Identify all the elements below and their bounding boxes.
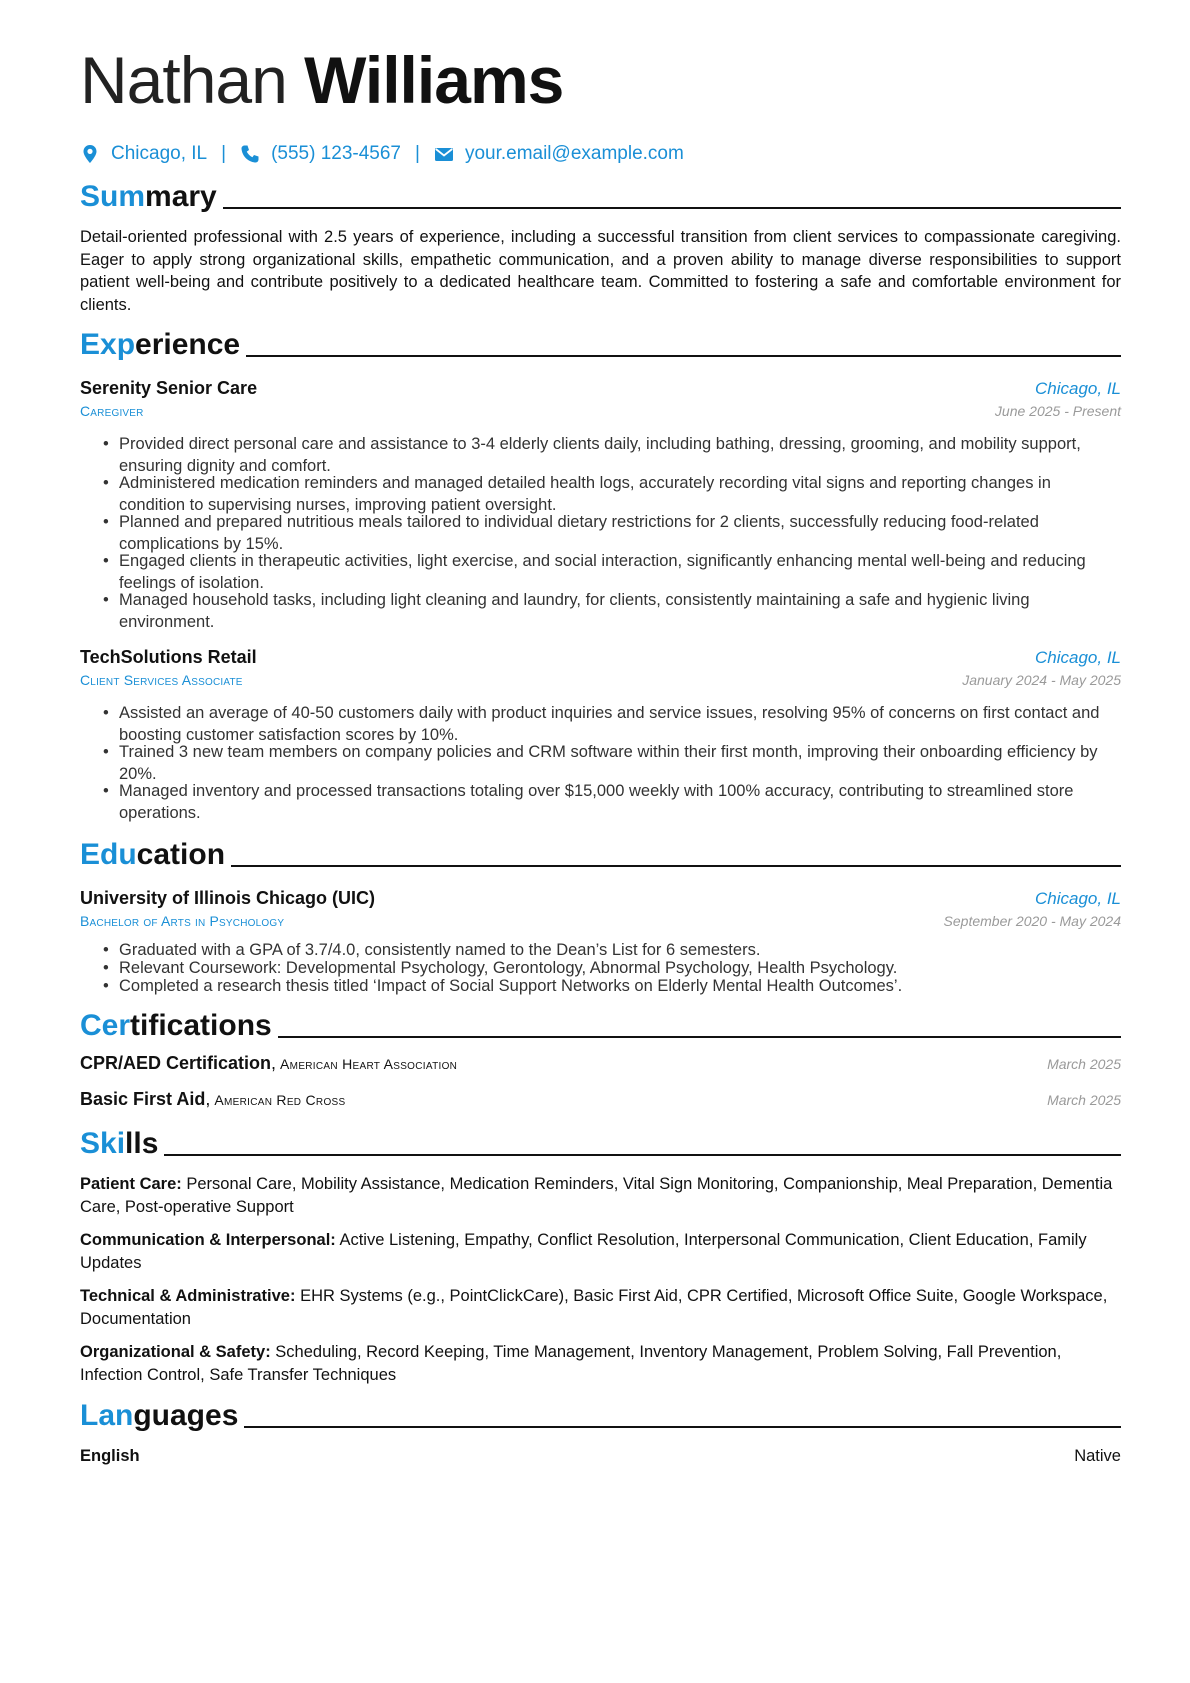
certification-date: March 2025: [1047, 1056, 1121, 1072]
job-bullets: [80, 702, 1121, 824]
list-item: • Completed a research thesis titled ‘Impact of Social Support Networks on Elderly Mental Health Outcomes’.: [80, 977, 1121, 995]
skill-items: EHR Systems (e.g., PointClickCare), Basic First Aid, CPR Certified, Microsoft Office Suite, Google Workspace, Documentation: [80, 1287, 1108, 1328]
list-item: • Managed inventory and processed transactions totaling over $15,000 weekly with 100% accuracy, contributing to streamlined store operations.: [80, 780, 1121, 824]
skill-group: [80, 1229, 1121, 1274]
contact-location: [80, 143, 207, 165]
certification-name: CPR/AED Certification: [80, 1053, 272, 1073]
list-item: • Trained 3 new team members on company policies and CRM software within their first month, improving their onboarding efficiency by 20%.: [80, 741, 1121, 785]
study-dates: September 2020 - May 2024: [943, 913, 1121, 929]
job-title: Caregiver: [80, 403, 144, 419]
contact-phone[interactable]: [240, 143, 401, 165]
certification-issuer: American Heart Association: [280, 1056, 458, 1072]
skills-heading: [80, 1125, 1121, 1163]
language-level: Native: [1074, 1447, 1121, 1465]
experience-heading: [80, 326, 1121, 364]
first-name: Nathan: [80, 43, 287, 117]
section-title: Certifications: [80, 1009, 272, 1042]
list-item: • Graduated with a GPA of 3.7/4.0, consistently named to the Dean’s List for 6 semesters.: [80, 941, 1121, 959]
contact-separator: |: [415, 143, 420, 164]
skill-group: [80, 1173, 1121, 1218]
experience-entry: [80, 645, 1121, 824]
candidate-name: [80, 40, 1121, 120]
skill-group: [80, 1285, 1121, 1330]
section-rule: [164, 1154, 1121, 1156]
languages-heading: [80, 1397, 1121, 1435]
job-title: Client Services Associate: [80, 672, 243, 688]
experience-entry: [80, 376, 1121, 633]
section-title: Experience: [80, 328, 241, 361]
certification-name: Basic First Aid: [80, 1089, 206, 1109]
certifications-heading: [80, 1007, 1121, 1045]
skill-items: Scheduling, Record Keeping, Time Management, Inventory Management, Problem Solving, Fall Prevention, Infection Control, Safe Transfer Techniques: [80, 1343, 1062, 1384]
map-pin-icon: [80, 144, 100, 164]
employer-name: Serenity Senior Care: [80, 378, 258, 398]
section-title: Summary: [80, 180, 217, 213]
resume-content: [80, 40, 1121, 1467]
certification-issuer: American Red Cross: [214, 1092, 346, 1108]
skill-items: Active Listening, Empathy, Conflict Resolution, Interpersonal Communication, Client Education, Family Updates: [80, 1231, 1087, 1272]
section-title: Skills: [80, 1127, 159, 1160]
phone-icon: [240, 144, 260, 164]
skill-category: Technical & Administrative:: [80, 1287, 296, 1305]
contact-separator: |: [221, 143, 227, 164]
section-title: Education: [80, 838, 226, 871]
section-rule: [246, 355, 1121, 357]
education-entry: [80, 886, 1121, 995]
summary-heading: [80, 178, 1121, 216]
certification-item: Basic First Aid, American Red Cross March 2025: [80, 1089, 1121, 1109]
skill-items: Personal Care, Mobility Assistance, Medication Reminders, Vital Sign Monitoring, Companionship, Meal Preparation, Dementia Care, Post-operative Support: [80, 1175, 1113, 1216]
skill-category: Organizational & Safety:: [80, 1343, 271, 1361]
phone-text: (555) 123-4567: [271, 143, 401, 164]
last-name: Williams: [304, 43, 564, 117]
email-link[interactable]: your.email@example.com: [464, 143, 684, 164]
school-name: University of Illinois Chicago (UIC): [80, 888, 376, 908]
job-bullets: [80, 433, 1121, 633]
certification-date: March 2025: [1047, 1092, 1121, 1108]
list-item: • Managed household tasks, including light cleaning and laundry, for clients, consistently maintaining a safe and hygienic living environment.: [80, 589, 1121, 633]
envelope-icon: [434, 144, 454, 164]
certification-list: [80, 1053, 1121, 1125]
section-rule: [278, 1036, 1121, 1038]
language-item: [80, 1445, 1121, 1467]
job-dates: June 2025 - Present: [994, 403, 1121, 419]
job-location: Chicago, IL: [1035, 379, 1121, 398]
section-rule: [231, 865, 1121, 867]
list-item: • Engaged clients in therapeutic activities, light exercise, and social interaction, significantly enhancing mental well-being and reducing feelings of isolation.: [80, 550, 1121, 594]
list-item: • Relevant Coursework: Developmental Psychology, Gerontology, Abnormal Psychology, Health Psychology.: [80, 959, 1121, 977]
language-name: English: [80, 1447, 140, 1465]
certification-item: CPR/AED Certification, American Heart Association March 2025: [80, 1053, 1121, 1073]
skills-list: [80, 1173, 1121, 1386]
contact-email[interactable]: [434, 143, 684, 165]
education-heading: [80, 836, 1121, 874]
location-text: Chicago, IL: [111, 143, 208, 164]
education-bullets: [80, 941, 1121, 995]
section-title: Languages: [80, 1399, 239, 1432]
skill-category: Patient Care:: [80, 1175, 182, 1193]
degree: Bachelor of Arts in Psychology: [80, 913, 285, 929]
school-location: Chicago, IL: [1035, 889, 1121, 908]
section-rule: [223, 207, 1121, 209]
list-item: • Administered medication reminders and managed detailed health logs, accurately recording vital signs and reporting changes in condition to supervising nurses, improving patient oversight.: [80, 472, 1121, 516]
list-item: • Assisted an average of 40-50 customers daily with product inquiries and service issues, resolving 95% of concerns on first contact and boosting customer satisfaction scores by 10%.: [80, 702, 1121, 746]
section-rule: [244, 1426, 1121, 1428]
summary-text: Detail-oriented professional with 2.5 years of experience, including a successful transition from client services to compassionate caregiving. Eager to apply strong organizational skills, empathetic communication, and a proven ability to manage diverse responsibilities to support patient well-being and contribute positively to a dedicated healthcare team. Committed to fostering a safe and comfortable environment for clients.: [80, 228, 1121, 314]
job-location: Chicago, IL: [1035, 648, 1121, 667]
skill-group: [80, 1341, 1121, 1386]
employer-name: TechSolutions Retail: [80, 647, 257, 667]
skill-category: Communication & Interpersonal:: [80, 1231, 336, 1249]
contact-line: [80, 140, 1121, 168]
list-item: • Provided direct personal care and assistance to 3-4 elderly clients daily, including bathing, dressing, grooming, and mobility support, ensuring dignity and comfort.: [80, 433, 1121, 477]
list-item: • Planned and prepared nutritious meals tailored to individual dietary restrictions for 2 clients, successfully reducing food-related complications by 15%.: [80, 511, 1121, 555]
job-dates: January 2024 - May 2025: [962, 672, 1121, 688]
